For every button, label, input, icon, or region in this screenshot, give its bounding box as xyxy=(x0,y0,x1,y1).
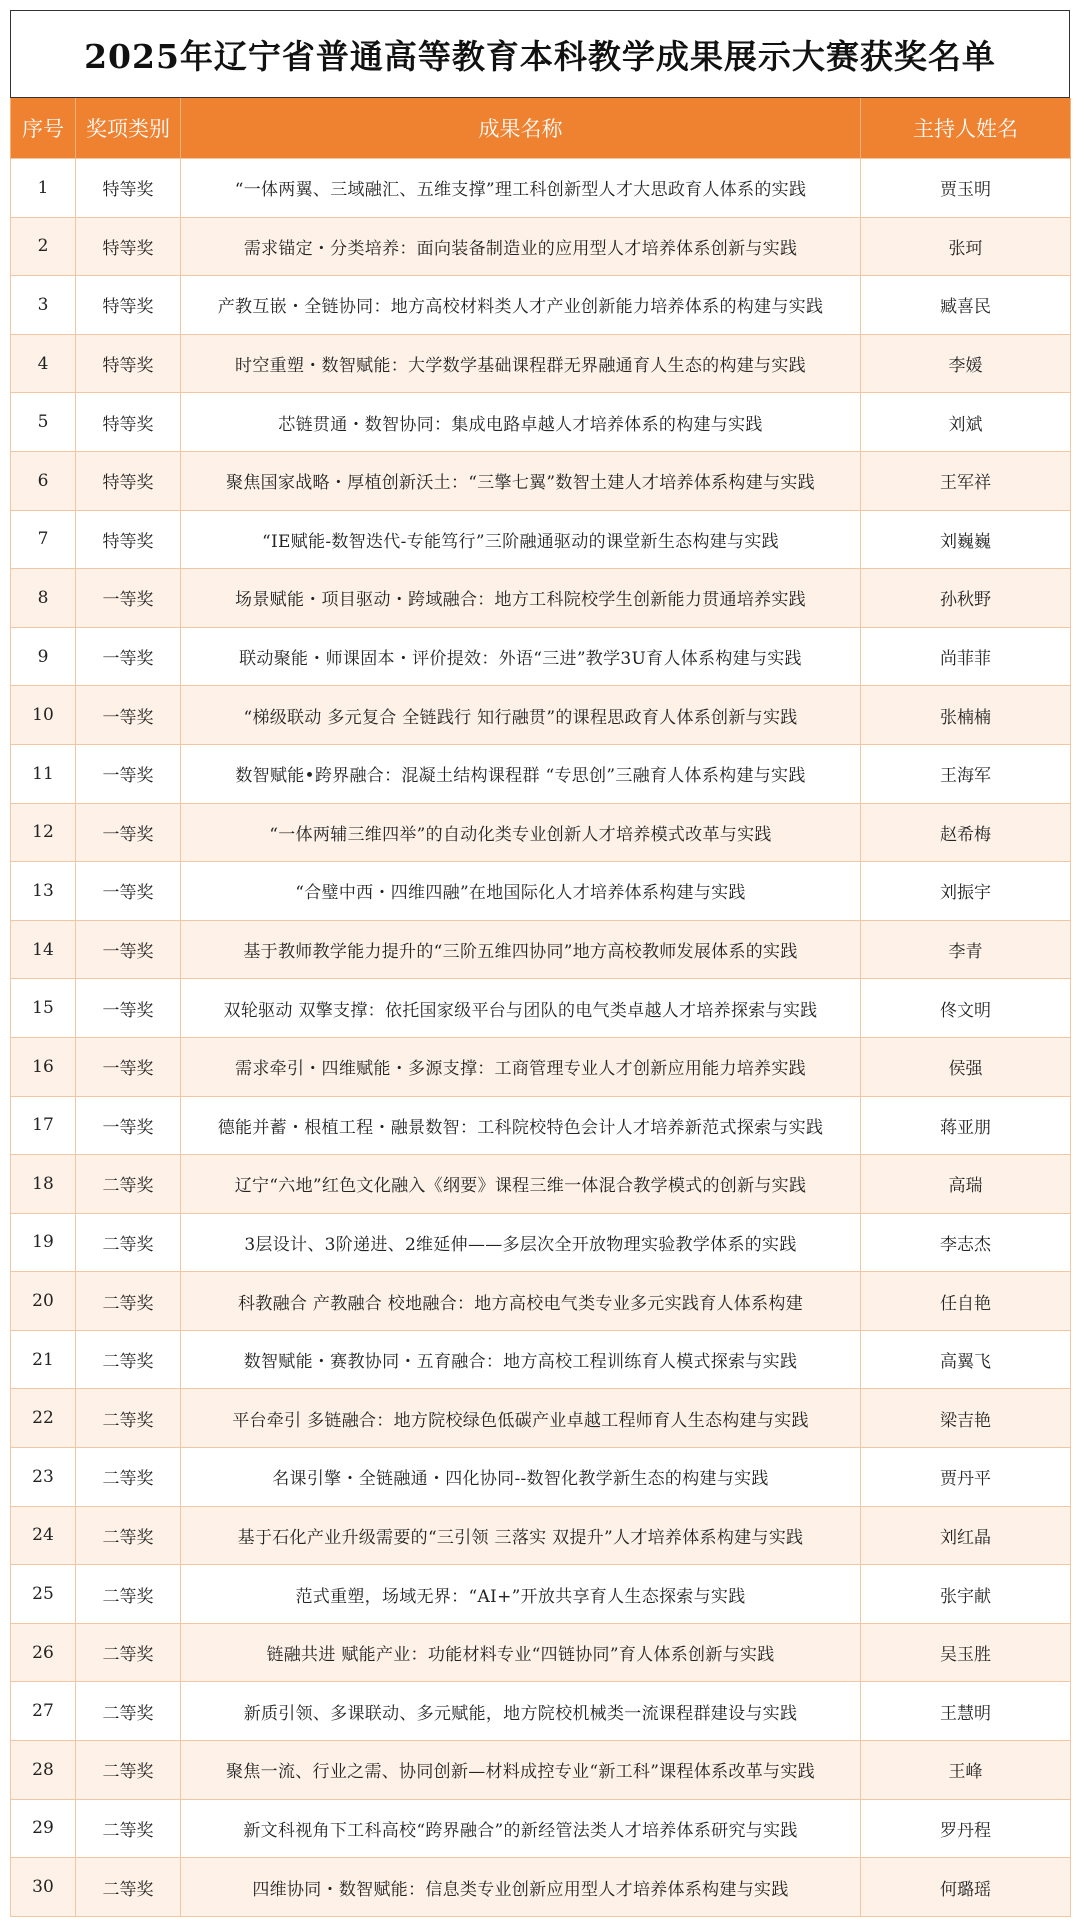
cell-award: 二等奖 xyxy=(76,1565,181,1624)
cell-no: 29 xyxy=(11,1799,76,1858)
cell-host: 王慧明 xyxy=(861,1682,1071,1741)
cell-title: 芯链贯通・数智协同：集成电路卓越人才培养体系的构建与实践 xyxy=(181,393,861,452)
table-row xyxy=(11,451,1071,510)
cell-no: 30 xyxy=(11,1858,76,1917)
cell-title: 数智赋能・赛教协同・五育融合：地方高校工程训练育人模式探索与实践 xyxy=(181,1330,861,1389)
table-row xyxy=(11,1565,1071,1624)
table-row xyxy=(11,1330,1071,1389)
cell-host: 梁吉艳 xyxy=(861,1389,1071,1448)
table-row xyxy=(11,1682,1071,1741)
cell-no: 13 xyxy=(11,862,76,921)
cell-host: 李青 xyxy=(861,920,1071,979)
cell-host: 贾玉明 xyxy=(861,159,1071,218)
cell-no: 11 xyxy=(11,744,76,803)
table-row xyxy=(11,1448,1071,1507)
table-row xyxy=(11,1858,1071,1917)
cell-award: 特等奖 xyxy=(76,217,181,276)
cell-no: 7 xyxy=(11,510,76,569)
cell-award: 一等奖 xyxy=(76,1037,181,1096)
cell-no: 28 xyxy=(11,1741,76,1800)
table-row xyxy=(11,1506,1071,1565)
table-row xyxy=(11,1037,1071,1096)
table-row xyxy=(11,862,1071,921)
cell-award: 一等奖 xyxy=(76,979,181,1038)
cell-no: 27 xyxy=(11,1682,76,1741)
cell-host: 高瑞 xyxy=(861,1155,1071,1214)
cell-host: 贾丹平 xyxy=(861,1448,1071,1507)
cell-host: 孙秋野 xyxy=(861,569,1071,628)
cell-host: 王军祥 xyxy=(861,451,1071,510)
cell-title: 辽宁“六地”红色文化融入《纲要》课程三维一体混合教学模式的创新与实践 xyxy=(181,1155,861,1214)
cell-title: 聚焦国家战略・厚植创新沃土：“三擎七翼”数智土建人才培养体系构建与实践 xyxy=(181,451,861,510)
cell-host: 王峰 xyxy=(861,1741,1071,1800)
cell-title: 四维协同・数智赋能：信息类专业创新应用型人才培养体系构建与实践 xyxy=(181,1858,861,1917)
cell-award: 特等奖 xyxy=(76,510,181,569)
cell-no: 23 xyxy=(11,1448,76,1507)
cell-award: 二等奖 xyxy=(76,1448,181,1507)
cell-award: 一等奖 xyxy=(76,1096,181,1155)
cell-no: 3 xyxy=(11,276,76,335)
table-row xyxy=(11,1096,1071,1155)
cell-no: 1 xyxy=(11,159,76,218)
awards-table xyxy=(10,98,1071,1917)
cell-host: 高翼飞 xyxy=(861,1330,1071,1389)
cell-award: 一等奖 xyxy=(76,569,181,628)
cell-award: 二等奖 xyxy=(76,1213,181,1272)
cell-award: 一等奖 xyxy=(76,627,181,686)
table-row xyxy=(11,1741,1071,1800)
cell-no: 26 xyxy=(11,1623,76,1682)
cell-title: 新文科视角下工科高校“跨界融合”的新经管法类人才培养体系研究与实践 xyxy=(181,1799,861,1858)
cell-host: 侯强 xyxy=(861,1037,1071,1096)
cell-title: “一体两翼、三域融汇、五维支撑”理工科创新型人才大思政育人体系的实践 xyxy=(181,159,861,218)
cell-title: “梯级联动 多元复合 全链践行 知行融贯”的课程思政育人体系创新与实践 xyxy=(181,686,861,745)
cell-no: 15 xyxy=(11,979,76,1038)
cell-host: 何璐瑶 xyxy=(861,1858,1071,1917)
cell-host: 张珂 xyxy=(861,217,1071,276)
cell-no: 14 xyxy=(11,920,76,979)
title-box xyxy=(10,10,1070,98)
cell-host: 吴玉胜 xyxy=(861,1623,1071,1682)
cell-award: 二等奖 xyxy=(76,1155,181,1214)
table-row xyxy=(11,1272,1071,1331)
cell-no: 6 xyxy=(11,451,76,510)
table-row xyxy=(11,1389,1071,1448)
cell-host: 李志杰 xyxy=(861,1213,1071,1272)
cell-award: 二等奖 xyxy=(76,1799,181,1858)
cell-host: 赵希梅 xyxy=(861,803,1071,862)
table-header xyxy=(11,98,1071,159)
table-row xyxy=(11,627,1071,686)
header-title: 成果名称 xyxy=(181,98,861,159)
cell-award: 一等奖 xyxy=(76,686,181,745)
cell-no: 8 xyxy=(11,569,76,628)
cell-award: 二等奖 xyxy=(76,1623,181,1682)
cell-host: 刘斌 xyxy=(861,393,1071,452)
cell-title: “一体两辅三维四举”的自动化类专业创新人才培养模式改革与实践 xyxy=(181,803,861,862)
cell-no: 18 xyxy=(11,1155,76,1214)
cell-title: 数智赋能•跨界融合：混凝土结构课程群 “专思创”三融育人体系构建与实践 xyxy=(181,744,861,803)
cell-no: 25 xyxy=(11,1565,76,1624)
cell-host: 刘红晶 xyxy=(861,1506,1071,1565)
table-row xyxy=(11,1623,1071,1682)
cell-title: 链融共进 赋能产业：功能材料专业“四链协同”育人体系创新与实践 xyxy=(181,1623,861,1682)
cell-title: 范式重塑，场域无界：“AI+”开放共享育人生态探索与实践 xyxy=(181,1565,861,1624)
table-row xyxy=(11,569,1071,628)
cell-award: 二等奖 xyxy=(76,1506,181,1565)
cell-title: 产教互嵌・全链协同：地方高校材料类人才产业创新能力培养体系的构建与实践 xyxy=(181,276,861,335)
table-row xyxy=(11,803,1071,862)
page-title: 2025年辽宁省普通高等教育本科教学成果展示大赛获奖名单 xyxy=(84,36,996,76)
cell-host: 李媛 xyxy=(861,334,1071,393)
header-host: 主持人姓名 xyxy=(861,98,1071,159)
cell-no: 16 xyxy=(11,1037,76,1096)
cell-award: 二等奖 xyxy=(76,1330,181,1389)
table-row xyxy=(11,217,1071,276)
table-row xyxy=(11,159,1071,218)
cell-title: 双轮驱动 双擎支撑：依托国家级平台与团队的电气类卓越人才培养探索与实践 xyxy=(181,979,861,1038)
cell-award: 一等奖 xyxy=(76,744,181,803)
cell-host: 刘振宇 xyxy=(861,862,1071,921)
table-row xyxy=(11,510,1071,569)
cell-no: 19 xyxy=(11,1213,76,1272)
cell-no: 2 xyxy=(11,217,76,276)
cell-title: 3层设计、3阶递进、2维延伸——多层次全开放物理实验教学体系的实践 xyxy=(181,1213,861,1272)
header-no: 序号 xyxy=(11,98,76,159)
table-row xyxy=(11,276,1071,335)
cell-award: 二等奖 xyxy=(76,1858,181,1917)
table-row xyxy=(11,334,1071,393)
table-row xyxy=(11,686,1071,745)
cell-title: 平台牵引 多链融合：地方院校绿色低碳产业卓越工程师育人生态构建与实践 xyxy=(181,1389,861,1448)
cell-award: 二等奖 xyxy=(76,1272,181,1331)
cell-host: 臧喜民 xyxy=(861,276,1071,335)
cell-award: 特等奖 xyxy=(76,451,181,510)
cell-no: 24 xyxy=(11,1506,76,1565)
cell-award: 特等奖 xyxy=(76,393,181,452)
cell-award: 二等奖 xyxy=(76,1741,181,1800)
cell-award: 特等奖 xyxy=(76,159,181,218)
cell-title: 需求锚定・分类培养：面向装备制造业的应用型人才培养体系创新与实践 xyxy=(181,217,861,276)
header-award: 奖项类别 xyxy=(76,98,181,159)
cell-title: 基于教师教学能力提升的“三阶五维四协同”地方高校教师发展体系的实践 xyxy=(181,920,861,979)
table-row xyxy=(11,393,1071,452)
table-row xyxy=(11,1155,1071,1214)
cell-no: 4 xyxy=(11,334,76,393)
cell-no: 17 xyxy=(11,1096,76,1155)
cell-host: 任自艳 xyxy=(861,1272,1071,1331)
cell-host: 刘巍巍 xyxy=(861,510,1071,569)
cell-title: 场景赋能・项目驱动・跨域融合：地方工科院校学生创新能力贯通培养实践 xyxy=(181,569,861,628)
cell-title: 科教融合 产教融合 校地融合：地方高校电气类专业多元实践育人体系构建 xyxy=(181,1272,861,1331)
header-row xyxy=(11,98,1071,159)
cell-title: 德能并蓄・根植工程・融景数智：工科院校特色会计人才培养新范式探索与实践 xyxy=(181,1096,861,1155)
cell-no: 20 xyxy=(11,1272,76,1331)
cell-award: 一等奖 xyxy=(76,862,181,921)
cell-no: 12 xyxy=(11,803,76,862)
cell-no: 21 xyxy=(11,1330,76,1389)
table-body xyxy=(11,159,1071,1917)
cell-title: 聚焦一流、行业之需、协同创新—材料成控专业“新工科”课程体系改革与实践 xyxy=(181,1741,861,1800)
cell-no: 22 xyxy=(11,1389,76,1448)
table-row xyxy=(11,920,1071,979)
cell-title: 基于石化产业升级需要的“三引领 三落实 双提升”人才培养体系构建与实践 xyxy=(181,1506,861,1565)
cell-award: 二等奖 xyxy=(76,1389,181,1448)
cell-host: 王海军 xyxy=(861,744,1071,803)
table-row xyxy=(11,1213,1071,1272)
cell-host: 佟文明 xyxy=(861,979,1071,1038)
cell-title: 名课引擎・全链融通・四化协同--数智化教学新生态的构建与实践 xyxy=(181,1448,861,1507)
table-row xyxy=(11,744,1071,803)
table-row xyxy=(11,979,1071,1038)
cell-title: 需求牵引・四维赋能・多源支撑：工商管理专业人才创新应用能力培养实践 xyxy=(181,1037,861,1096)
cell-title: 新质引领、多课联动、多元赋能，地方院校机械类一流课程群建设与实践 xyxy=(181,1682,861,1741)
cell-no: 9 xyxy=(11,627,76,686)
cell-host: 张宇献 xyxy=(861,1565,1071,1624)
cell-award: 特等奖 xyxy=(76,334,181,393)
cell-award: 一等奖 xyxy=(76,920,181,979)
cell-title: 联动聚能・师课固本・评价提效：外语“三进”教学3U育人体系构建与实践 xyxy=(181,627,861,686)
table-row xyxy=(11,1799,1071,1858)
cell-title: “合璧中西・四维四融”在地国际化人才培养体系构建与实践 xyxy=(181,862,861,921)
cell-title: 时空重塑・数智赋能：大学数学基础课程群无界融通育人生态的构建与实践 xyxy=(181,334,861,393)
cell-award: 特等奖 xyxy=(76,276,181,335)
cell-host: 尚菲菲 xyxy=(861,627,1071,686)
cell-no: 5 xyxy=(11,393,76,452)
cell-award: 二等奖 xyxy=(76,1682,181,1741)
cell-no: 10 xyxy=(11,686,76,745)
cell-host: 罗丹程 xyxy=(861,1799,1071,1858)
cell-award: 一等奖 xyxy=(76,803,181,862)
cell-host: 张楠楠 xyxy=(861,686,1071,745)
cell-host: 蒋亚朋 xyxy=(861,1096,1071,1155)
cell-title: “IE赋能-数智迭代-专能笃行”三阶融通驱动的课堂新生态构建与实践 xyxy=(181,510,861,569)
